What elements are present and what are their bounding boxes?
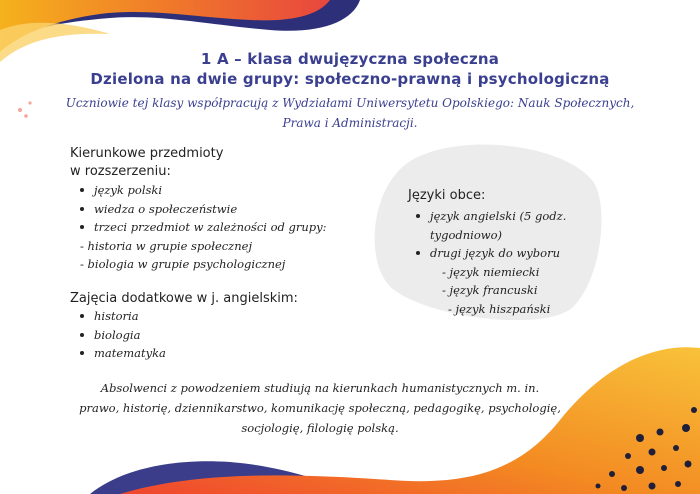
continuation-text: tygodniowo) xyxy=(430,227,503,242)
closing-line: prawo, historię, dziennikarstwo, komunikację społeczną, pedagogikę, psychologię, xyxy=(79,401,561,415)
additional-classes-heading: Zajęcia dodatkowe w j. angielskim: xyxy=(70,291,298,306)
list-item: biologia xyxy=(76,326,166,345)
heading-line: Kierunkowe przedmioty xyxy=(70,146,224,161)
sub-list-item: - historia w grupie społecznej xyxy=(80,238,253,253)
languages-heading: Języki obce: xyxy=(408,188,486,203)
list-item: historia xyxy=(76,307,166,326)
closing-line: socjologię, filologię polską. xyxy=(241,421,399,435)
list-item-continuation xyxy=(412,226,566,245)
intro-text xyxy=(60,93,640,133)
list-item: matematyka xyxy=(76,344,166,363)
sub-list-item: - język niemiecki xyxy=(442,264,540,279)
list-item: drugi język do wyboru xyxy=(412,244,566,263)
languages-list xyxy=(412,207,566,318)
list-item: wiedza o społeczeństwie xyxy=(76,200,327,219)
closing-text xyxy=(60,378,580,438)
intro-line: Uczniowie tej klasy współpracują z Wydziałami Uniwersytetu Opolskiego: Nauk Społecznych, xyxy=(65,96,635,110)
extended-subjects-heading xyxy=(70,145,223,181)
decor-dot xyxy=(28,101,31,104)
sub-list-item: - język hiszpański xyxy=(448,301,551,316)
page-subtitle: Dzielona na dwie grupy: społeczno-prawną i psychologiczną xyxy=(90,70,610,88)
decor-dot xyxy=(18,108,22,112)
closing-line: Absolwenci z powodzeniem studiują na kierunkach humanistycznych m. in. xyxy=(100,381,540,395)
page-title: 1 A – klasa dwujęzyczna społeczna xyxy=(200,50,500,68)
heading-line: w rozszerzeniu: xyxy=(70,164,171,179)
extended-subjects-list xyxy=(76,181,327,274)
list-item: język polski xyxy=(76,181,327,200)
list-item: język angielski (5 godz. xyxy=(412,207,566,226)
decor-dot xyxy=(24,114,28,118)
sub-list-item: - biologia w grupie psychologicznej xyxy=(80,257,286,271)
list-item: trzeci przedmiot w zależności od grupy: xyxy=(76,218,327,237)
additional-classes-list xyxy=(76,307,166,363)
intro-line: Prawa i Administracji. xyxy=(282,116,418,130)
sub-list-item: - język francuski xyxy=(442,283,538,297)
